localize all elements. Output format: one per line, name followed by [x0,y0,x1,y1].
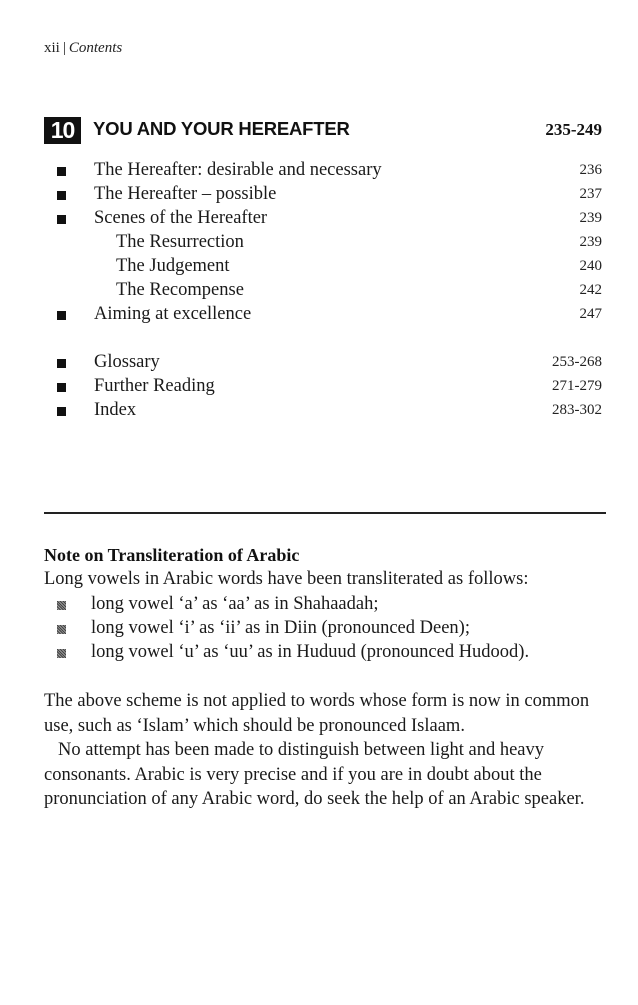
toc-entry[interactable] [44,304,602,328]
toc-entry-page: 247 [579,306,602,322]
toc-backmatter-entry[interactable] [44,352,602,376]
chapter-title: YOU AND YOUR HEREAFTER [93,118,350,139]
backmatter-page: 283-302 [552,402,602,418]
note-paragraph: No attempt has been made to distinguish between light and heavy consonants. Arabic is very precise and if you are in doubt about the pronunciation of any Arabic word, do seek the help of an Arabic speaker. [44,740,585,809]
toc-entry-label: The Hereafter: desirable and necessary [94,160,382,180]
bullet-icon [57,625,66,634]
toc-entry-page: 237 [579,186,602,202]
note-list-item [44,594,604,618]
toc-entry-label: Scenes of the Hereafter [94,208,268,228]
chapter-pages: 235-249 [545,120,602,139]
bullet-icon [57,311,66,320]
toc-entry[interactable] [44,208,602,232]
page-number: xii [44,40,60,56]
backmatter-label: Index [94,400,137,420]
chapter-number: 10 [44,117,81,144]
bullet-icon [57,383,66,392]
note-list-item [44,618,604,642]
toc-subentry[interactable] [44,280,602,304]
bullet-icon [57,215,66,224]
backmatter-page: 271-279 [552,378,602,394]
header-separator: | [62,40,66,56]
backmatter-label: Further Reading [94,376,215,396]
toc-entry[interactable] [44,184,602,208]
bullet-icon [57,167,66,176]
section-divider [44,512,606,514]
note-heading: Note on Transliteration of Arabic [44,545,300,565]
bullet-icon [57,407,66,416]
toc-subentry-page: 242 [579,282,602,298]
toc-backmatter-entry[interactable] [44,400,602,424]
toc-subentry-page: 240 [579,258,602,274]
toc-subentry[interactable] [44,232,602,256]
toc-subentry-label: The Resurrection [116,232,244,252]
bullet-icon [57,359,66,368]
toc-subentry-label: The Recompense [116,280,244,300]
header-section: Contents [68,40,123,56]
bullet-icon [57,649,66,658]
backmatter-page: 253-268 [552,354,602,370]
running-header [44,40,122,57]
toc-entry[interactable] [44,160,602,184]
note-list-item-text: long vowel ‘u’ as ‘uu’ as in Huduud (pronounced Hudood). [91,642,530,662]
backmatter-label: Glossary [94,352,160,372]
note-paragraph: The above scheme is not applied to words whose form is now in common use, such as ‘Islam’ which should be pronounced Islaam. [44,691,590,736]
note-intro: Long vowels in Arabic words have been transliterated as follows: [44,569,529,589]
toc-backmatter-entry[interactable] [44,376,602,400]
note-list-item-text: long vowel ‘i’ as ‘ii’ as in Diin (pronounced Deen); [91,618,470,638]
toc-entry-page: 236 [579,162,602,178]
note-list-item [44,642,604,666]
toc-subentry[interactable] [44,256,602,280]
toc-subentry-label: The Judgement [116,256,230,276]
bullet-icon [57,191,66,200]
bullet-icon [57,601,66,610]
toc-entry-page: 239 [579,210,602,226]
chapter-heading [44,117,602,143]
toc-entry-label: The Hereafter – possible [94,184,277,204]
note-list-item-text: long vowel ‘a’ as ‘aa’ as in Shahaadah; [91,594,379,614]
toc-subentry-page: 239 [579,234,602,250]
toc-entry-label: Aiming at excellence [94,304,252,324]
